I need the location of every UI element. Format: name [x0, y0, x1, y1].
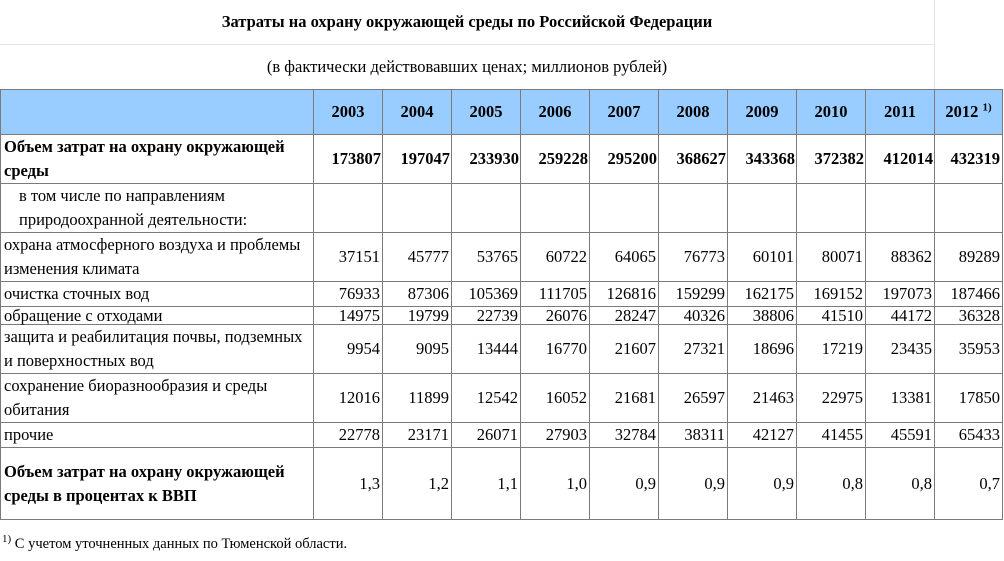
year-header: 2003 [314, 90, 383, 135]
value-cell: 412014 [866, 135, 935, 184]
value-cell [314, 184, 383, 233]
row-label: очистка сточных вод [1, 282, 314, 307]
value-cell: 0,9 [590, 448, 659, 520]
value-cell: 44172 [866, 307, 935, 325]
value-cell: 12542 [452, 374, 521, 423]
value-cell: 1,2 [383, 448, 452, 520]
value-cell: 45777 [383, 233, 452, 282]
value-cell: 35953 [935, 325, 1003, 374]
footnote-text: С учетом уточненных данных по Тюменской области. [11, 536, 348, 552]
value-cell: 28247 [590, 307, 659, 325]
value-cell: 126816 [590, 282, 659, 307]
table-subtitle: (в фактически действовавших ценах; миллионов рублей) [266, 57, 668, 76]
value-cell: 87306 [383, 282, 452, 307]
value-cell [797, 184, 866, 233]
value-cell: 197047 [383, 135, 452, 184]
value-cell [521, 184, 590, 233]
value-cell [452, 184, 521, 233]
value-cell: 197073 [866, 282, 935, 307]
value-cell: 36328 [935, 307, 1003, 325]
value-cell: 233930 [452, 135, 521, 184]
value-cell: 159299 [659, 282, 728, 307]
table-title: Затраты на охрану окружающей среды по Российской Федерации [0, 0, 934, 45]
value-cell: 40326 [659, 307, 728, 325]
value-cell: 65433 [935, 423, 1003, 448]
value-cell [866, 184, 935, 233]
value-cell: 14975 [314, 307, 383, 325]
row-label: охрана атмосферного воздуха и проблемы изменения климата [1, 233, 314, 282]
value-cell: 16770 [521, 325, 590, 374]
header-corner-cell [1, 90, 314, 135]
value-cell [935, 184, 1003, 233]
value-cell: 23171 [383, 423, 452, 448]
row-label: сохранение биоразнообразия и среды обитания [1, 374, 314, 423]
value-cell: 22975 [797, 374, 866, 423]
value-cell: 295200 [590, 135, 659, 184]
value-cell: 16052 [521, 374, 590, 423]
value-cell: 0,9 [728, 448, 797, 520]
value-cell: 27321 [659, 325, 728, 374]
value-cell: 88362 [866, 233, 935, 282]
value-cell: 41510 [797, 307, 866, 325]
value-cell: 23435 [866, 325, 935, 374]
value-cell: 343368 [728, 135, 797, 184]
value-cell: 21681 [590, 374, 659, 423]
table-row [1, 448, 1003, 520]
value-cell: 259228 [521, 135, 590, 184]
value-cell: 12016 [314, 374, 383, 423]
value-cell: 169152 [797, 282, 866, 307]
year-header-last [935, 90, 1003, 135]
value-cell [383, 184, 452, 233]
value-cell: 19799 [383, 307, 452, 325]
year-header: 2011 [866, 90, 935, 135]
value-cell: 1,3 [314, 448, 383, 520]
value-cell: 42127 [728, 423, 797, 448]
value-cell: 26071 [452, 423, 521, 448]
value-cell: 0,7 [935, 448, 1003, 520]
table-row [1, 325, 1003, 374]
value-cell: 17219 [797, 325, 866, 374]
table-row [1, 184, 1003, 233]
footnote-mark: 1) [982, 101, 992, 114]
value-cell: 76773 [659, 233, 728, 282]
value-cell: 13444 [452, 325, 521, 374]
value-cell: 41455 [797, 423, 866, 448]
value-cell: 105369 [452, 282, 521, 307]
year-header: 2006 [521, 90, 590, 135]
row-label: Объем затрат на охрану окружающей среды в процентах к ВВП [1, 448, 314, 520]
value-cell: 13381 [866, 374, 935, 423]
value-cell: 1,1 [452, 448, 521, 520]
year-header: 2008 [659, 90, 728, 135]
value-cell: 0,8 [797, 448, 866, 520]
row-label: прочие [1, 423, 314, 448]
value-cell: 60722 [521, 233, 590, 282]
table-body [1, 135, 1003, 520]
value-cell: 89289 [935, 233, 1003, 282]
value-cell: 9095 [383, 325, 452, 374]
divider [934, 0, 935, 89]
value-cell: 76933 [314, 282, 383, 307]
value-cell: 22778 [314, 423, 383, 448]
value-cell [728, 184, 797, 233]
year-header: 2004 [383, 90, 452, 135]
year-label: 2012 [945, 102, 979, 121]
table-row [1, 135, 1003, 184]
value-cell [590, 184, 659, 233]
value-cell: 17850 [935, 374, 1003, 423]
year-header: 2010 [797, 90, 866, 135]
value-cell: 27903 [521, 423, 590, 448]
table-row [1, 282, 1003, 307]
value-cell: 45591 [866, 423, 935, 448]
year-header: 2005 [452, 90, 521, 135]
table-row [1, 423, 1003, 448]
year-header: 2007 [590, 90, 659, 135]
header-row [1, 90, 1003, 135]
value-cell: 162175 [728, 282, 797, 307]
row-label: обращение с отходами [1, 307, 314, 325]
value-cell: 18696 [728, 325, 797, 374]
value-cell: 432319 [935, 135, 1003, 184]
value-cell: 111705 [521, 282, 590, 307]
value-cell: 9954 [314, 325, 383, 374]
data-table [0, 89, 1003, 520]
value-cell: 0,8 [866, 448, 935, 520]
footnote [2, 533, 348, 553]
table-row [1, 233, 1003, 282]
value-cell: 26076 [521, 307, 590, 325]
value-cell: 37151 [314, 233, 383, 282]
value-cell: 368627 [659, 135, 728, 184]
value-cell: 60101 [728, 233, 797, 282]
row-label: защита и реабилитация почвы, подземных и поверхностных вод [1, 325, 314, 374]
value-cell: 38311 [659, 423, 728, 448]
value-cell: 64065 [590, 233, 659, 282]
value-cell: 187466 [935, 282, 1003, 307]
value-cell: 26597 [659, 374, 728, 423]
row-label: Объем затрат на охрану окружающей среды [1, 135, 314, 184]
value-cell: 80071 [797, 233, 866, 282]
value-cell: 21607 [590, 325, 659, 374]
footnote-mark: 1) [2, 533, 12, 546]
value-cell: 0,9 [659, 448, 728, 520]
value-cell [659, 184, 728, 233]
value-cell: 53765 [452, 233, 521, 282]
table-row [1, 374, 1003, 423]
value-cell: 21463 [728, 374, 797, 423]
value-cell: 1,0 [521, 448, 590, 520]
row-label: в том числе по направлениям природоохранной деятельности: [1, 184, 314, 233]
value-cell: 173807 [314, 135, 383, 184]
table-row [1, 307, 1003, 325]
year-header: 2009 [728, 90, 797, 135]
value-cell: 11899 [383, 374, 452, 423]
value-cell: 22739 [452, 307, 521, 325]
value-cell: 38806 [728, 307, 797, 325]
value-cell: 32784 [590, 423, 659, 448]
value-cell: 372382 [797, 135, 866, 184]
